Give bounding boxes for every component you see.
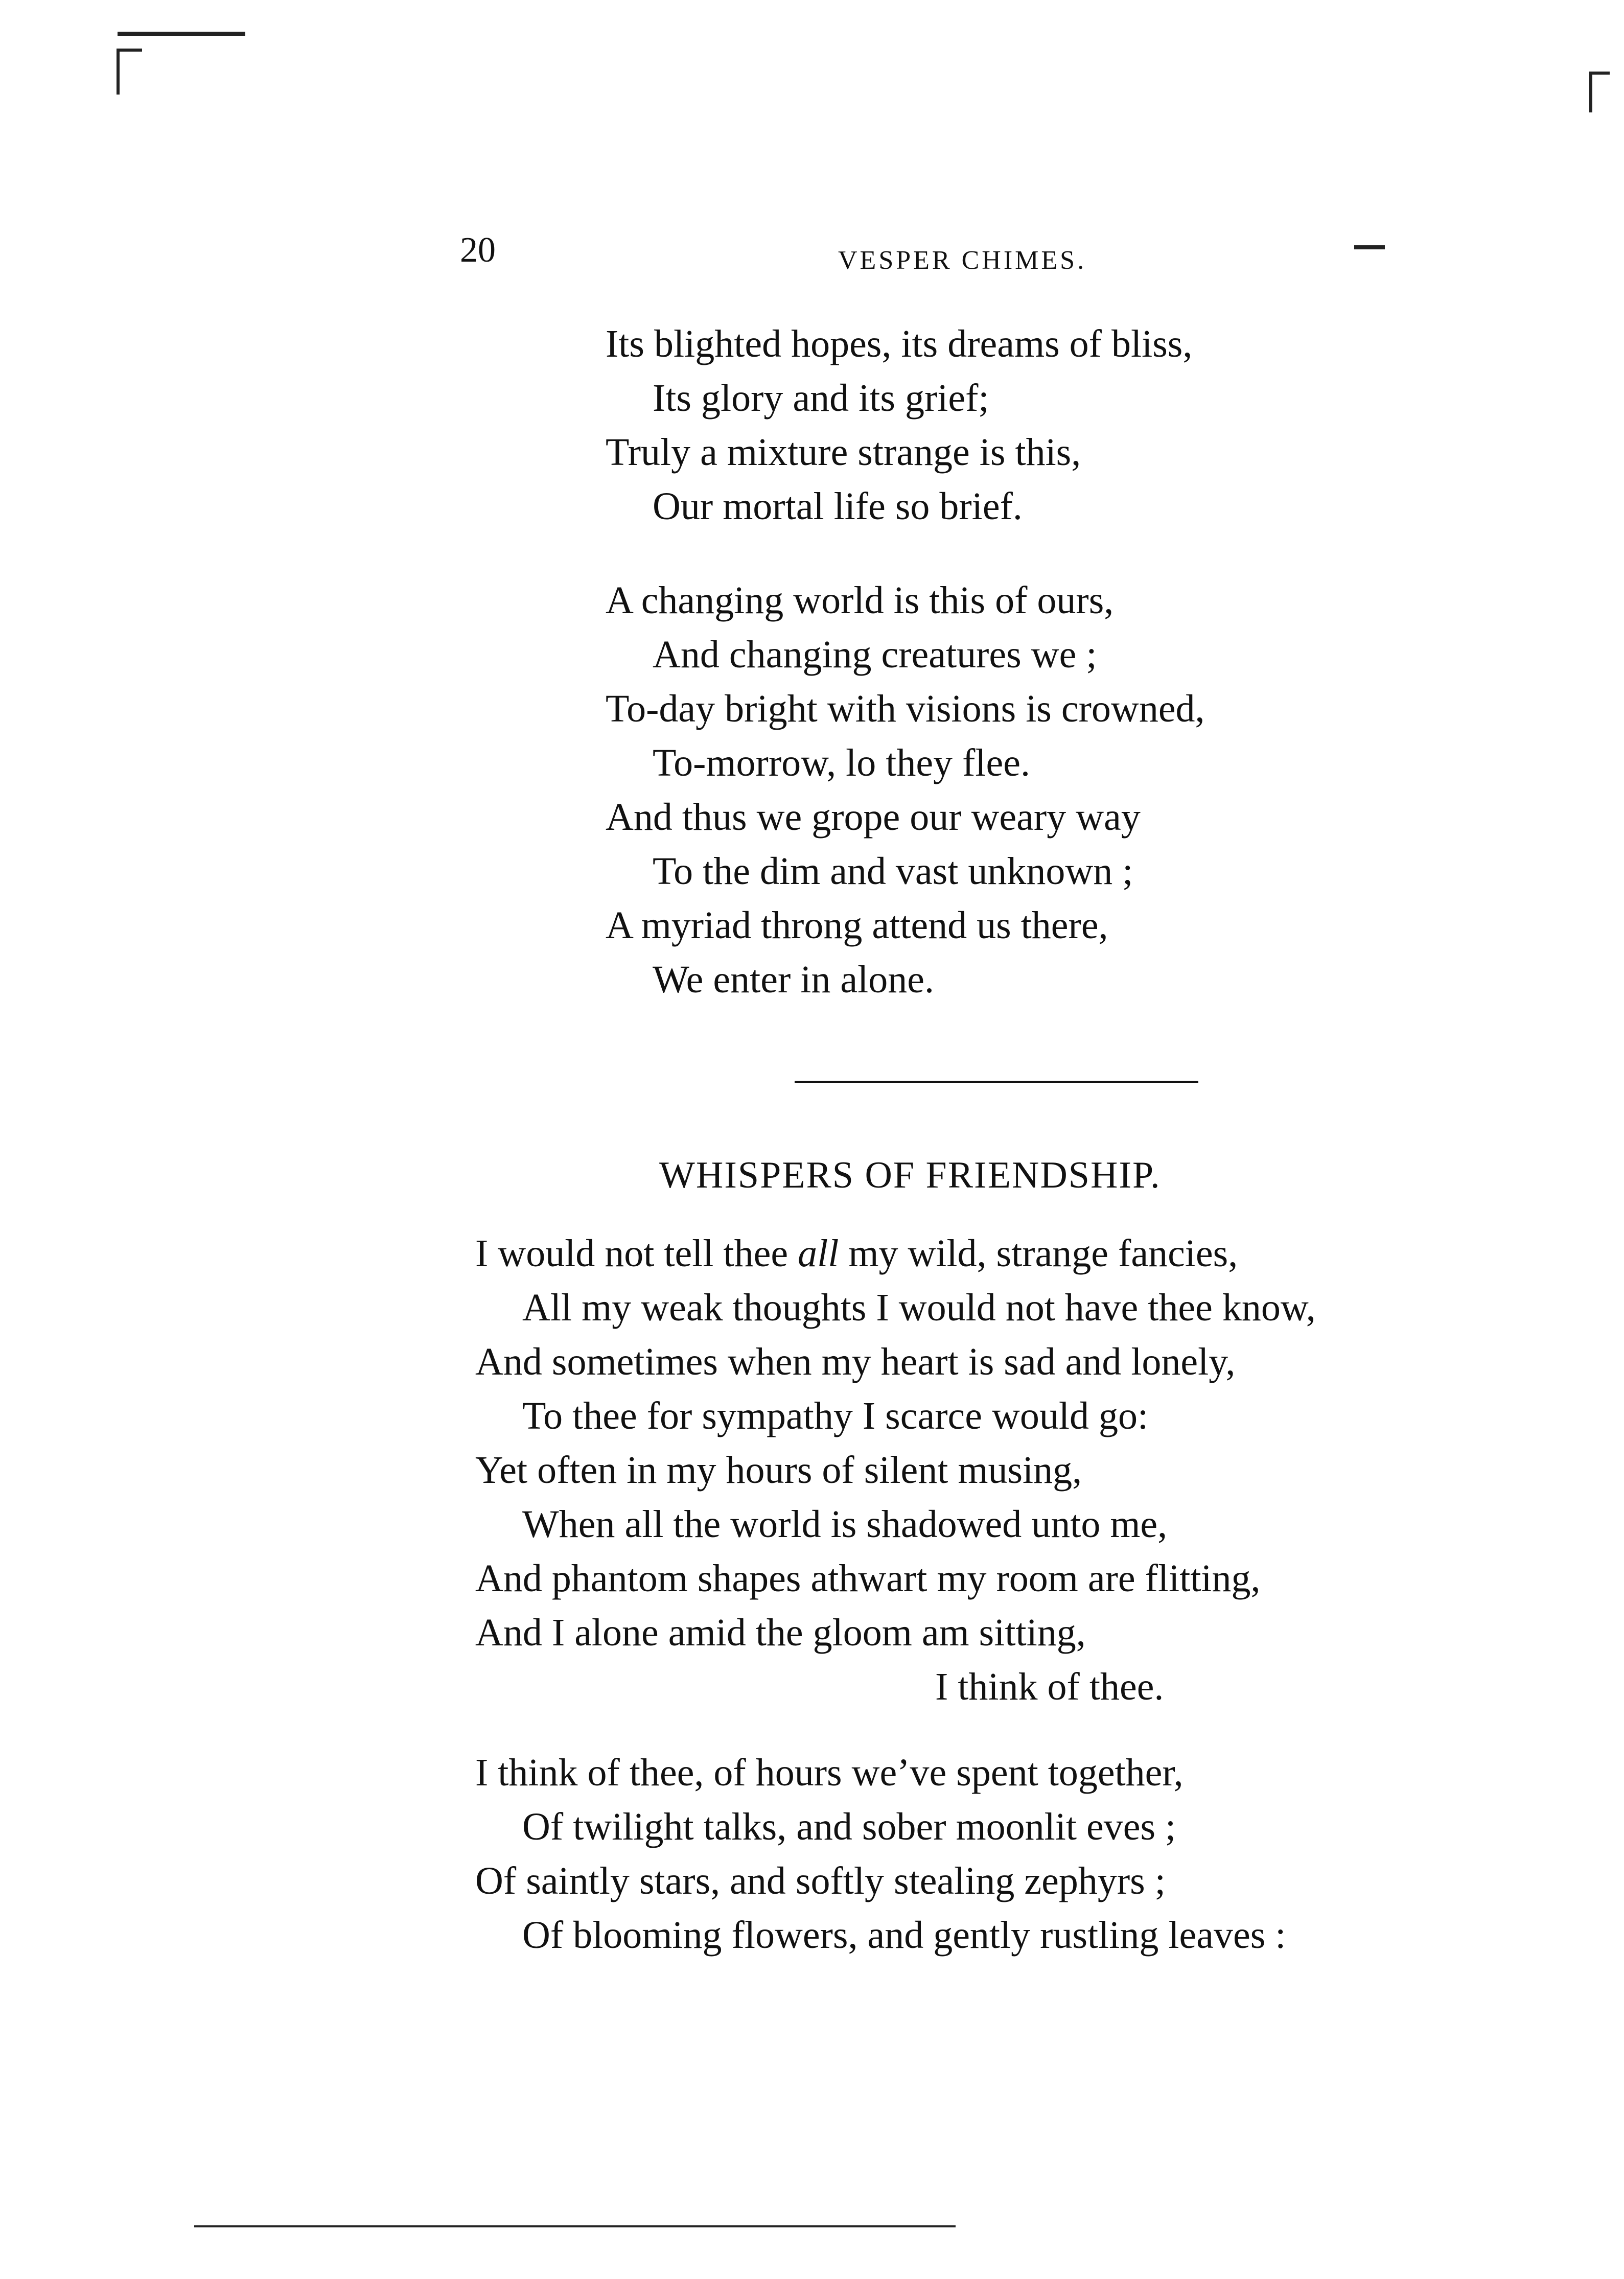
poem-line: Of saintly stars, and softly stealing zephyrs ; [475, 1859, 1166, 1902]
poem-line: Its glory and its grief; [653, 377, 989, 420]
scan-edge-mark [1589, 72, 1610, 75]
poem-line: And I alone amid the gloom am sitting, [475, 1611, 1086, 1654]
stanza [475, 1746, 1316, 1962]
stanza [606, 573, 1205, 1007]
poem-line: Yet often in my hours of silent musing, [475, 1449, 1082, 1492]
page-header [460, 230, 1124, 281]
poem-line: Of blooming flowers, and gently rustling leaves : [522, 1914, 1286, 1957]
running-head: VESPER CHIMES. [838, 246, 1087, 275]
poem-line: All my weak thoughts I would not have thee know, [522, 1286, 1316, 1329]
refrain-line: I think of thee. [935, 1665, 1164, 1708]
poem-line: When all the world is shadowed unto me, [522, 1503, 1168, 1546]
poem-line: To-morrow, lo they flee. [653, 741, 1030, 784]
poem-line: And sometimes when my heart is sad and lonely, [475, 1340, 1236, 1383]
poem-line: I think of thee, of hours we’ve spent together, [475, 1751, 1184, 1794]
section-divider [795, 1081, 1198, 1083]
stanza [475, 1226, 1316, 1714]
stanza [606, 317, 1205, 533]
scan-corner-mark [118, 32, 245, 36]
poem-line: We enter in alone. [653, 958, 934, 1001]
poem-line: Of twilight talks, and sober moonlit eves ; [522, 1805, 1176, 1848]
poem-line: Our mortal life so brief. [653, 485, 1023, 528]
poem-line: And changing creatures we ; [653, 633, 1097, 676]
poem-title: WHISPERS OF FRIENDSHIP. [659, 1154, 1161, 1196]
poem-line: To thee for sympathy I scarce would go: [522, 1394, 1149, 1437]
scan-corner-mark [117, 49, 120, 95]
poem-line: Truly a mixture strange is this, [606, 431, 1081, 474]
poem-whispers-of-friendship [475, 1226, 1316, 1994]
scan-edge-mark [1589, 72, 1592, 112]
emphasized-word: all [798, 1232, 839, 1275]
page-number: 20 [460, 230, 496, 270]
poem-line: A changing world is this of ours, [606, 579, 1114, 622]
poem-line: A myriad throng attend us there, [606, 904, 1108, 947]
scan-bottom-rule [194, 2225, 956, 2227]
poem-line: To the dim and vast unknown ; [653, 850, 1133, 893]
line-segment: I would not tell thee [475, 1232, 798, 1275]
poem-line: And thus we grope our weary way [606, 796, 1141, 839]
poem-line: To-day bright with visions is crowned, [606, 687, 1205, 730]
poem-line: Its blighted hopes, its dreams of bliss, [606, 322, 1193, 365]
scan-edge-mark [1354, 245, 1385, 249]
poem-continued [606, 317, 1205, 1047]
poem-line [475, 1226, 1316, 1281]
scan-corner-mark [117, 49, 142, 52]
line-segment: my wild, strange fancies, [839, 1232, 1238, 1275]
poem-line: And phantom shapes athwart my room are flitting, [475, 1557, 1261, 1600]
